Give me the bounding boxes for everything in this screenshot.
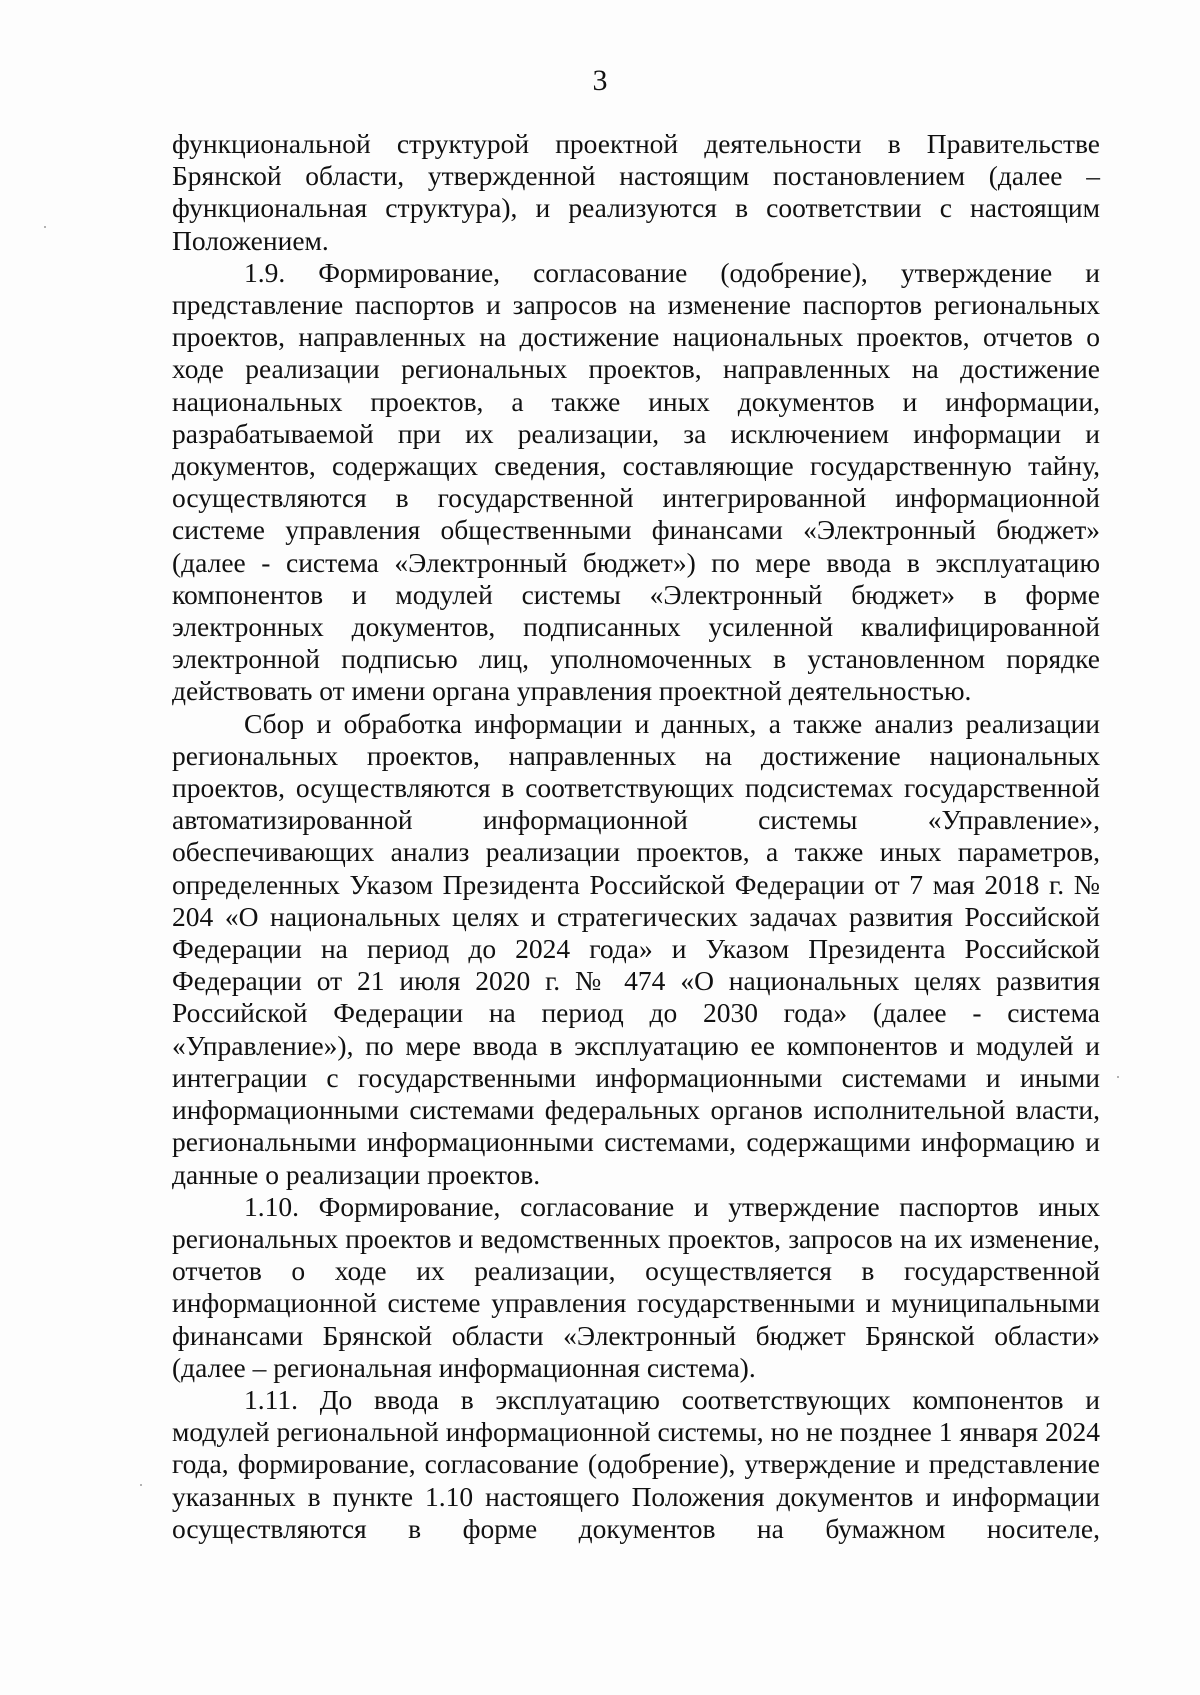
paragraph-data-collection: Сбор и обработка информации и данных, а также анализ реализации региональных проектов, направленных на достижение национальных проектов, осуществляются в соответствующих подсистемах государственной автоматизированной информационной системы «Управление», обеспечивающих анализ реализации проектов, а также иных параметров, определенных Указом Президента Российской Федерации от 7 мая 2018 г. № 204 «О национальных целях и стратегических задачах развития Российской Федерации на период до 2024 года» и Указом Президента Российской Федерации от 21 июля 2020 г. № 474 «О национальных целях развития Российской Федерации на период до 2030 года» (далее - система «Управление»), по мере ввода в эксплуатацию ее компонентов и модулей и интеграции с государственными информационными системами и иными информационными системами федеральных органов исполнительной власти, региональными информационными системами, содержащими информацию и данные о реализации проектов. bbox=[172, 707, 1100, 1190]
paragraph-1-11: 1.11. До ввода в эксплуатацию соответствующих компонентов и модулей региональной информационной системы, но не позднее 1 января 2024 года, формирование, согласование (одобрение), утверждение и представление указанных в пункте 1.10 настоящего Положения документов и информации осуществляются в форме документов на бумажном носителе, bbox=[172, 1383, 1100, 1544]
paragraph-1-10: 1.10. Формирование, согласование и утверждение паспортов иных региональных проектов и ведомственных проектов, запросов на их изменение, отчетов о ходе их реализации, осуществляется в государственной информационной системе управления государственными и муниципальными финансами Брянской области «Электронный бюджет Брянской области» (далее – региональная информационная система). bbox=[172, 1190, 1100, 1383]
scan-speck bbox=[44, 226, 46, 228]
document-body bbox=[172, 128, 1100, 1545]
scan-speck bbox=[1117, 1076, 1119, 1078]
paragraph-continuation: функциональной структурой проектной деятельности в Правительстве Брянской области, утвержденной настоящим постановлением (далее – функциональная структура), и реализуются в соответствии с настоящим Положением. bbox=[172, 128, 1100, 256]
page-number: 3 bbox=[592, 64, 608, 97]
paragraph-1-9: 1.9. Формирование, согласование (одобрение), утверждение и представление паспортов и запросов на изменение паспортов региональных проектов, направленных на достижение национальных проектов, отчетов о ходе реализации региональных проектов, направленных на достижение национальных проектов, а также иных документов и информации, разрабатываемой при их реализации, за исключением информации и документов, содержащих сведения, составляющие государственную тайну, осуществляются в государственной интегрированной информационной системе управления общественными финансами «Электронный бюджет» (далее - система «Электронный бюджет») по мере ввода в эксплуатацию компонентов и модулей системы «Электронный бюджет» в форме электронных документов, подписанных усиленной квалифицированной электронной подписью лиц, уполномоченных в установленном порядке действовать от имени органа управления проектной деятельностью. bbox=[172, 256, 1100, 707]
scan-speck bbox=[140, 1484, 142, 1486]
